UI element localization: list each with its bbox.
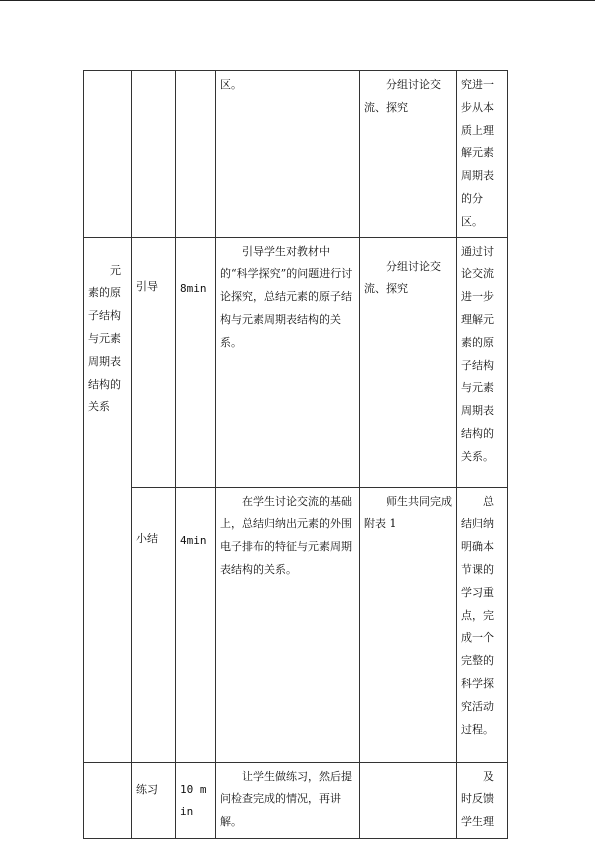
student-activity-cell: 分组讨论交流、探究: [360, 237, 457, 487]
activity-cell: 小结: [132, 487, 176, 762]
teacher-activity-cell: 让学生做练习，然后提问检查完成的情况，再讲解。: [216, 762, 360, 838]
time-cell: 8min: [176, 237, 216, 487]
time-cell: 4min: [176, 487, 216, 762]
table-row: [84, 237, 508, 487]
table-row: [84, 762, 508, 838]
table-row: [84, 487, 508, 762]
time-cell: [176, 71, 216, 238]
student-activity-cell: 师生共同完成附表 1: [360, 487, 457, 762]
section-cell: [84, 71, 132, 238]
section-cell: 元素的原子结构与元素周期表结构的关系: [84, 237, 132, 762]
design-intent-cell: 通过讨论交流进一步理解元素的原子结构与元素周期表结构的关系。: [457, 237, 508, 487]
activity-cell: [132, 71, 176, 238]
header-rule: [0, 0, 595, 1]
teacher-activity-cell: 区。: [216, 71, 360, 238]
lesson-plan-table: [83, 70, 508, 839]
section-cell: [84, 762, 132, 838]
activity-cell: 练习: [132, 762, 176, 838]
design-intent-cell: 及时反馈学生理: [457, 762, 508, 838]
table-row: [84, 71, 508, 238]
design-intent-cell: 总结归纳明确本节课的学习重点，完成一个完整的科学探究活动过程。: [457, 487, 508, 762]
student-activity-cell: [360, 762, 457, 838]
teacher-activity-cell: 引导学生对教材中的“科学探究”的问题进行讨论探究，总结元素的原子结构与元素周期表结构的关系。: [216, 237, 360, 487]
teacher-activity-cell: 在学生讨论交流的基础上，总结归纳出元素的外围电子排布的特征与元素周期表结构的关系。: [216, 487, 360, 762]
design-intent-cell: 究进一步从本质上理解元素周期表的分区。: [457, 71, 508, 238]
student-activity-cell: 分组讨论交流、探究: [360, 71, 457, 238]
time-cell: 10 min: [176, 762, 216, 838]
activity-cell: 引导: [132, 237, 176, 487]
